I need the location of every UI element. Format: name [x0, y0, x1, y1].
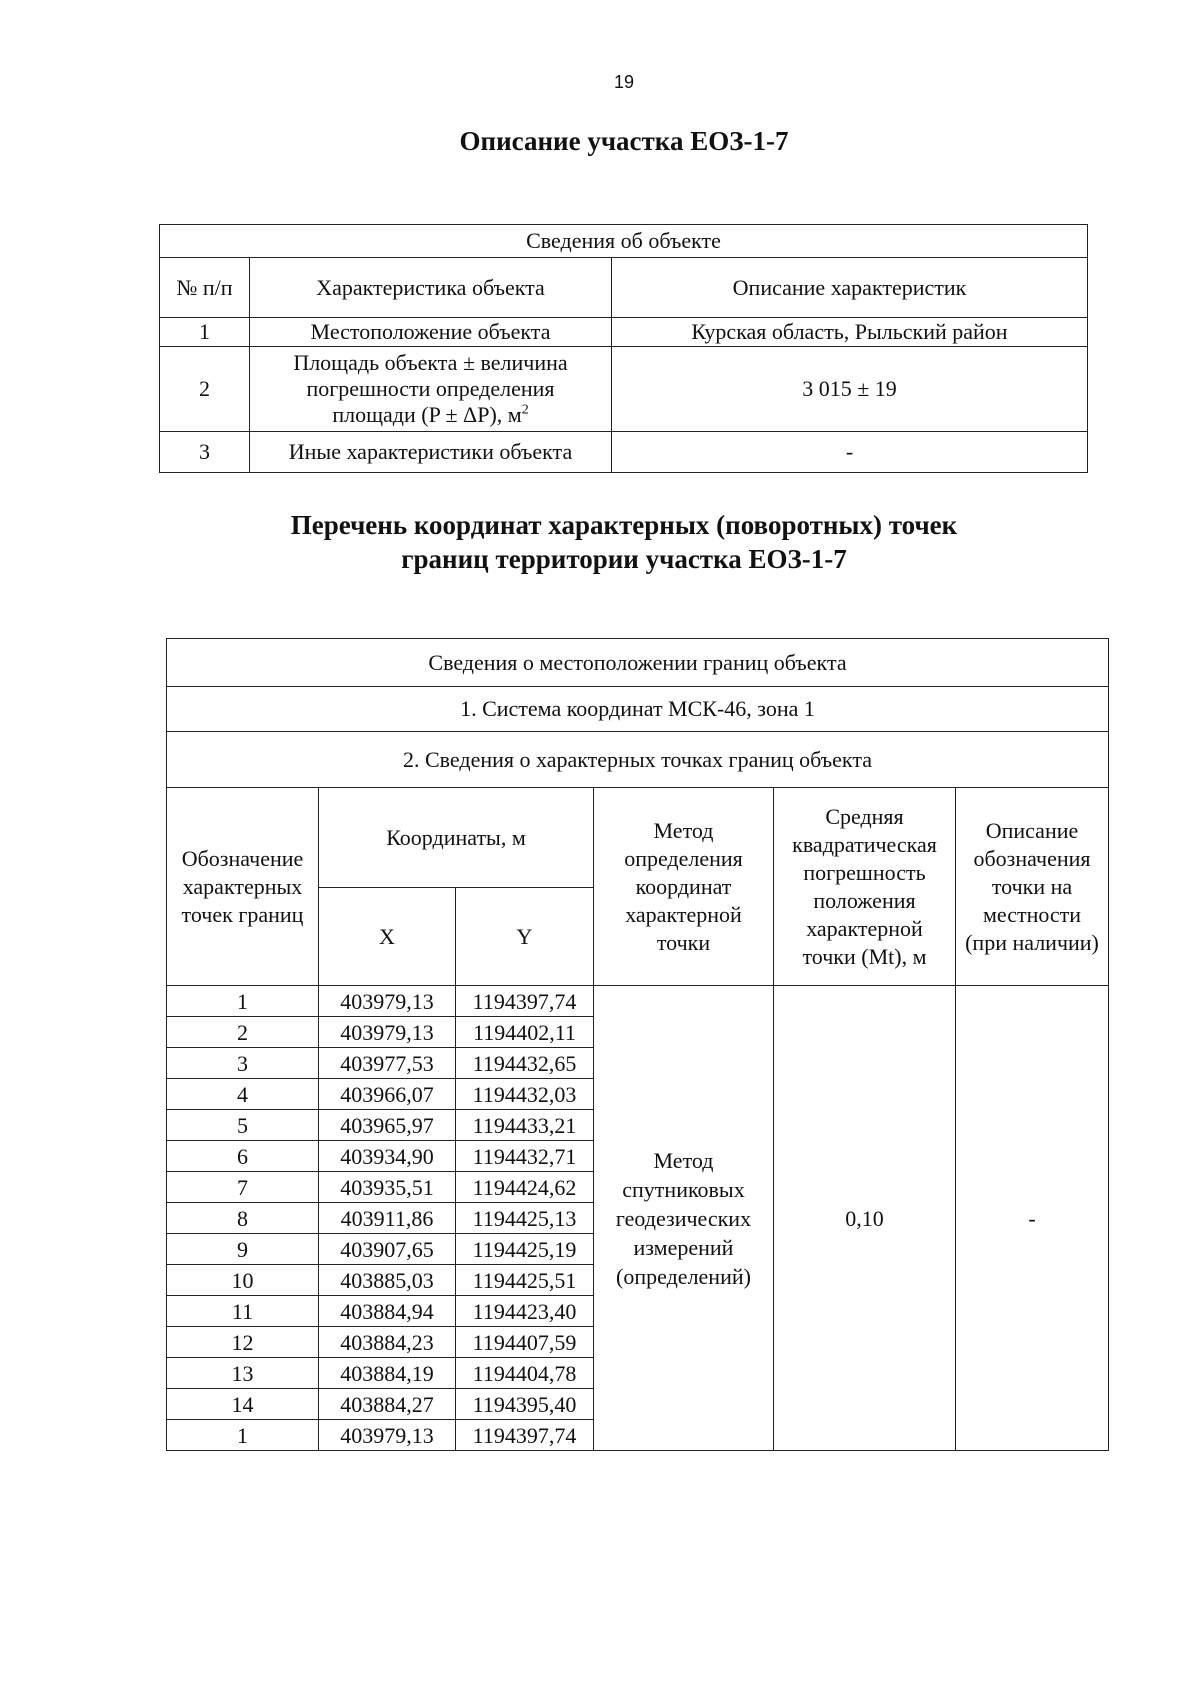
- y-coordinate-cell: 1194397,74: [456, 1420, 594, 1451]
- x-coordinate-cell: 403885,03: [319, 1265, 456, 1296]
- header-y: Y: [456, 888, 594, 986]
- header-line: точек границ: [181, 901, 304, 927]
- points-caption: 2. Сведения о характерных точках границ объекта: [167, 732, 1109, 788]
- x-coordinate-cell: 403979,13: [319, 986, 456, 1017]
- header-line: Средняя: [825, 803, 904, 829]
- method-line: Метод: [653, 1147, 714, 1173]
- header-designation: [167, 788, 319, 986]
- header-line: характерной: [625, 901, 742, 927]
- row-value: Курская область, Рыльский район: [612, 318, 1088, 347]
- header-line: точки: [656, 929, 711, 955]
- point-number-cell: 1: [167, 986, 319, 1017]
- point-number-cell: 8: [167, 1203, 319, 1234]
- y-coordinate-cell: 1194404,78: [456, 1358, 594, 1389]
- section-title-line: границ территории участка ЕОЗ-1-7: [401, 544, 847, 574]
- y-coordinate-cell: 1194425,51: [456, 1265, 594, 1296]
- coordinates-table: [166, 638, 1109, 1451]
- description-value-cell: -: [956, 986, 1109, 1451]
- header-coordinates: Координаты, м: [319, 788, 594, 888]
- point-number-cell: 14: [167, 1389, 319, 1420]
- point-number-cell: 4: [167, 1079, 319, 1110]
- row-name-line: Площадь объекта ± величина: [293, 350, 568, 375]
- x-coordinate-cell: 403934,90: [319, 1141, 456, 1172]
- header-description: Описание характеристик: [612, 258, 1088, 318]
- section-title-description: Описание участка ЕОЗ-1-7: [459, 126, 789, 156]
- header-line: положения: [813, 887, 916, 913]
- row-num: 2: [160, 347, 250, 432]
- row-name: [250, 347, 612, 432]
- header-line: характерных: [182, 873, 303, 899]
- row-name-line: погрешности определения: [306, 376, 555, 401]
- y-coordinate-cell: 1194425,19: [456, 1234, 594, 1265]
- header-num: № п/п: [160, 258, 250, 318]
- header-x: X: [319, 888, 456, 986]
- x-coordinate-cell: 403965,97: [319, 1110, 456, 1141]
- page-number: 19: [613, 72, 635, 92]
- table-row: [167, 986, 1109, 1017]
- header-characteristic: Характеристика объекта: [250, 258, 612, 318]
- row-name: Иные характеристики объекта: [250, 432, 612, 473]
- method-line: спутниковых: [622, 1176, 745, 1202]
- x-coordinate-cell: 403966,07: [319, 1079, 456, 1110]
- x-coordinate-cell: 403884,19: [319, 1358, 456, 1389]
- point-number-cell: 9: [167, 1234, 319, 1265]
- header-line: местности: [982, 901, 1082, 927]
- header-line: погрешность: [803, 859, 926, 885]
- section-title-line: Перечень координат характерных (поворотных) точек: [290, 510, 958, 540]
- coordinate-system: 1. Система координат МСК-46, зона 1: [167, 687, 1109, 732]
- point-number-cell: 13: [167, 1358, 319, 1389]
- x-coordinate-cell: 403884,94: [319, 1296, 456, 1327]
- header-method: [594, 788, 774, 986]
- x-coordinate-cell: 403935,51: [319, 1172, 456, 1203]
- x-coordinate-cell: 403884,27: [319, 1389, 456, 1420]
- header-line: Метод: [653, 817, 714, 843]
- header-line: координат: [635, 873, 732, 899]
- header-point-description: [956, 788, 1109, 986]
- y-coordinate-cell: 1194432,03: [456, 1079, 594, 1110]
- method-line: геодезических: [615, 1205, 752, 1231]
- row-num: 3: [160, 432, 250, 473]
- y-coordinate-cell: 1194397,74: [456, 986, 594, 1017]
- y-coordinate-cell: 1194402,11: [456, 1017, 594, 1048]
- object-table-caption: Сведения об объекте: [160, 225, 1088, 258]
- y-coordinate-cell: 1194407,59: [456, 1327, 594, 1358]
- row-value: 3 015 ± 19: [612, 347, 1088, 432]
- header-line: характерной: [806, 915, 923, 941]
- y-coordinate-cell: 1194424,62: [456, 1172, 594, 1203]
- x-coordinate-cell: 403884,23: [319, 1327, 456, 1358]
- row-name-line: [254, 402, 607, 428]
- header-line: квадратическая: [792, 831, 937, 857]
- point-number-cell: 11: [167, 1296, 319, 1327]
- header-line: обозначения: [973, 845, 1091, 871]
- x-coordinate-cell: 403979,13: [319, 1017, 456, 1048]
- header-line: точки на: [991, 873, 1073, 899]
- y-coordinate-cell: 1194423,40: [456, 1296, 594, 1327]
- y-coordinate-cell: 1194433,21: [456, 1110, 594, 1141]
- point-number-cell: 3: [167, 1048, 319, 1079]
- method-line: (определений): [616, 1263, 751, 1289]
- x-coordinate-cell: 403979,13: [319, 1420, 456, 1451]
- section-title-coordinates: [0, 508, 1200, 576]
- y-coordinate-cell: 1194432,65: [456, 1048, 594, 1079]
- row-value: -: [612, 432, 1088, 473]
- header-error: [774, 788, 956, 986]
- point-number-cell: 2: [167, 1017, 319, 1048]
- y-coordinate-cell: 1194425,13: [456, 1203, 594, 1234]
- point-number-cell: 1: [167, 1420, 319, 1451]
- x-coordinate-cell: 403907,65: [319, 1234, 456, 1265]
- error-value-cell: 0,10: [774, 986, 956, 1451]
- point-number-cell: 6: [167, 1141, 319, 1172]
- coord-table-caption: Сведения о местоположении границ объекта: [167, 639, 1109, 687]
- method-line: измерений: [633, 1234, 734, 1260]
- row-name: Местоположение объекта: [250, 318, 612, 347]
- header-line: Обозначение: [181, 845, 304, 871]
- y-coordinate-cell: 1194432,71: [456, 1141, 594, 1172]
- header-line: точки (Mt), м: [802, 943, 927, 969]
- point-number-cell: 5: [167, 1110, 319, 1141]
- header-line: Описание: [985, 817, 1079, 843]
- header-line: определения: [624, 845, 743, 871]
- superscript: 2: [521, 402, 529, 418]
- method-cell: [594, 986, 774, 1451]
- point-number-cell: 10: [167, 1265, 319, 1296]
- object-info-table: [159, 224, 1088, 473]
- header-line: (при наличии): [965, 929, 1099, 955]
- x-coordinate-cell: 403911,86: [319, 1203, 456, 1234]
- row-num: 1: [160, 318, 250, 347]
- y-coordinate-cell: 1194395,40: [456, 1389, 594, 1420]
- point-number-cell: 12: [167, 1327, 319, 1358]
- x-coordinate-cell: 403977,53: [319, 1048, 456, 1079]
- point-number-cell: 7: [167, 1172, 319, 1203]
- row-name-line-text: площади (P ± ΔP), м: [332, 402, 522, 427]
